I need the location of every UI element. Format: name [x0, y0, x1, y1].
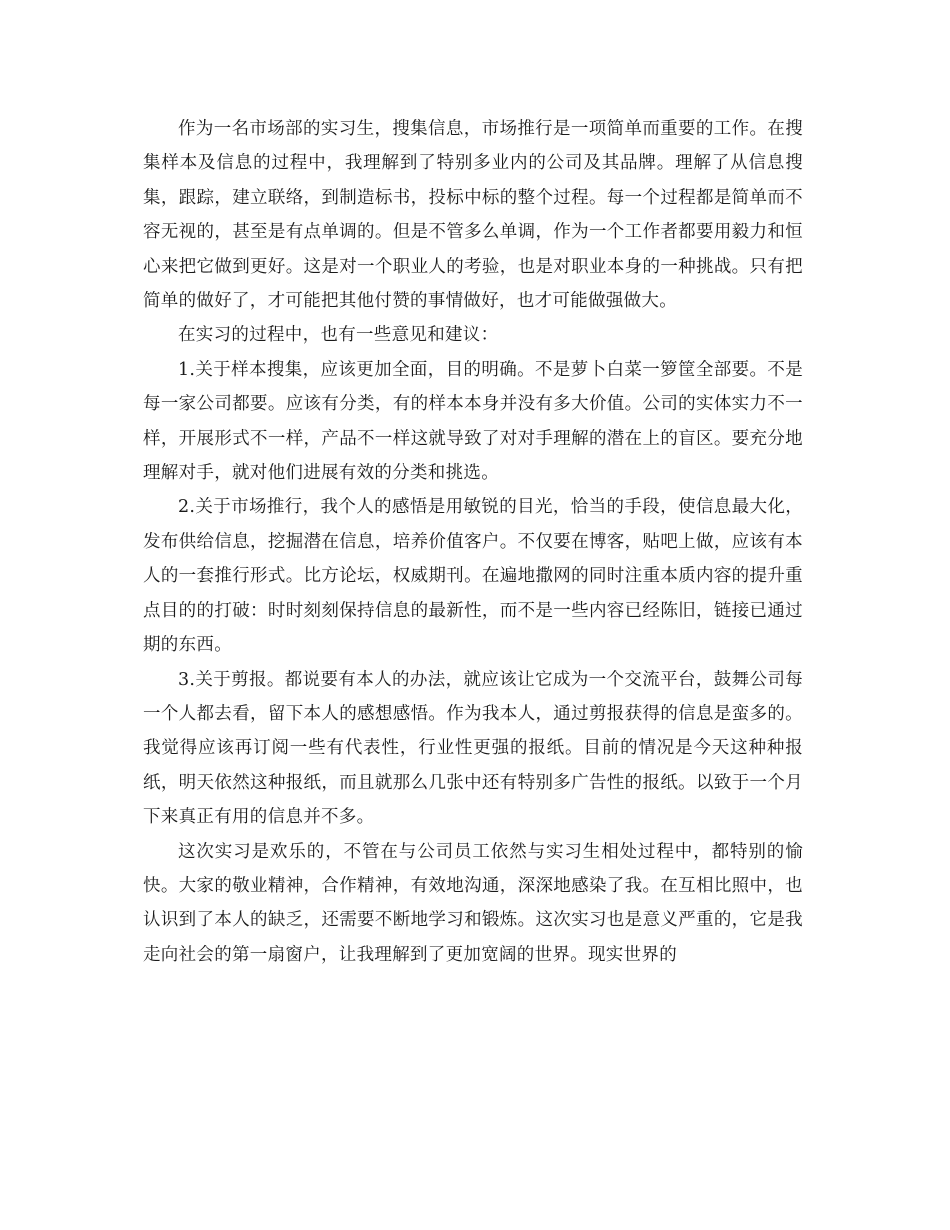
paragraph-point-1: 1.关于样本搜集，应该更加全面，目的明确。不是萝卜白菜一箩筐全部要。不是每一家公司都要。应该有分类，有的样本本身并没有多大价值。公司的实体实力不一样，开展形式不一样，产品不一样这就导致了对对手理解的潜在上的盲区。要充分地理解对手，就对他们进展有效的分类和挑选。 [143, 359, 803, 484]
paragraph-intro: 作为一名市场部的实习生，搜集信息，市场推行是一项简单而重要的工作。在搜集样本及信息的过程中，我理解到了特别多业内的公司及其品牌。理解了从信息搜集，跟踪，建立联络，到制造标书，投标中标的整个过程。每一个过程都是简单而不容无视的，甚至是有点单调的。但是不管多么单调，作为一个工作者都要用毅力和恒心来把它做到更好。这是对一个职业人的考验，也是对职业本身的一种挑战。只有把简单的做好了，才可能把其他付赞的事情做好，也才可能做强做大。 [143, 119, 803, 312]
document-body [143, 112, 803, 972]
paragraph-conclusion: 这次实习是欢乐的，不管在与公司员工依然与实习生相处过程中，都特别的愉快。大家的敬业精神，合作精神，有效地沟通，深深地感染了我。在互相比照中，也认识到了本人的缺乏，还需要不断地学习和锻炼。这次实习也是意义严重的，它是我走向社会的第一扇窗户，让我理解到了更加宽阔的世界。现实世界的 [143, 841, 803, 965]
paragraph-point-3: 3.关于剪报。都说要有本人的办法，就应该让它成为一个交流平台，鼓舞公司每一个人都去看，留下本人的感想感悟。作为我本人，通过剪报获得的信息是蛮多的。我觉得应该再订阅一些有代表性，行业性更强的报纸。目前的情况是今天这种种报纸，明天依然这种报纸，而且就那么几张中还有特别多广告性的报纸。以致于一个月下来真正有用的信息并不多。 [143, 669, 803, 828]
paragraph-suggestions-heading: 在实习的过程中，也有一些意见和建议： [178, 325, 499, 346]
paragraph-point-2: 2.关于市场推行，我个人的感悟是用敏锐的目光，恰当的手段，使信息最大化，发布供给信息，挖掘潜在信息，培养价值客户。不仅要在博客，贴吧上做，应该有本人的一套推行形式。比方论坛，权威期刊。在遍地撒网的同时注重本质内容的提升重点目的的打破：时时刻刻保持信息的最新性，而不是一些内容已经陈旧，链接已通过期的东西。 [143, 497, 803, 656]
